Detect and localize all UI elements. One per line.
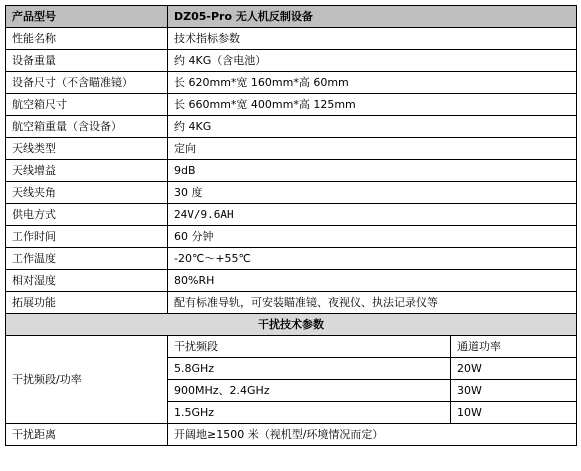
section-title: 干扰技术参数: [6, 314, 577, 336]
row-value: 80%RH: [168, 270, 577, 292]
table-row: [6, 248, 577, 270]
table-row: [6, 160, 577, 182]
table-row: [6, 292, 577, 314]
table-row: [6, 424, 577, 446]
spec-table-container: [5, 5, 576, 446]
row-label: 航空箱尺寸: [6, 94, 168, 116]
jam-header-row: [6, 336, 577, 358]
jam-power: 10W: [451, 402, 577, 424]
jam-band: 900MHz、2.4GHz: [168, 380, 451, 402]
section-header-row: [6, 314, 577, 336]
row-label: 设备重量: [6, 50, 168, 72]
table-row: [6, 94, 577, 116]
table-row: [6, 182, 577, 204]
header-model-label: 产品型号: [6, 6, 168, 28]
jam-band: 5.8GHz: [168, 358, 451, 380]
jam-power: 20W: [451, 358, 577, 380]
row-label: 供电方式: [6, 204, 168, 226]
row-value: 约 4KG（含电池）: [168, 50, 577, 72]
table-row: [6, 50, 577, 72]
row-value: 长 660mm*宽 400mm*高 125mm: [168, 94, 577, 116]
table-row: [6, 28, 577, 50]
table-row: [6, 138, 577, 160]
table-row: [6, 116, 577, 138]
row-label: 工作时间: [6, 226, 168, 248]
row-value: 24V/9.6AH: [168, 204, 577, 226]
table-row: [6, 72, 577, 94]
distance-label: 干扰距离: [6, 424, 168, 446]
jam-label: 干扰频段/功率: [6, 336, 168, 424]
distance-value: 开阔地≥1500 米（视机型/环境情况而定）: [168, 424, 577, 446]
jam-power: 30W: [451, 380, 577, 402]
table-header-row: [6, 6, 577, 28]
row-value: 30 度: [168, 182, 577, 204]
row-label: 天线夹角: [6, 182, 168, 204]
row-value: -20℃～+55℃: [168, 248, 577, 270]
row-label: 相对湿度: [6, 270, 168, 292]
row-label: 性能名称: [6, 28, 168, 50]
jam-col-power: 通道功率: [451, 336, 577, 358]
jam-band: 1.5GHz: [168, 402, 451, 424]
row-value: 60 分钟: [168, 226, 577, 248]
jam-col-band: 干扰频段: [168, 336, 451, 358]
row-value: 约 4KG: [168, 116, 577, 138]
row-value: 长 620mm*宽 160mm*高 60mm: [168, 72, 577, 94]
row-value: 配有标准导轨，可安装瞄准镜、夜视仪、执法记录仪等: [168, 292, 577, 314]
table-row: [6, 204, 577, 226]
row-value: 9dB: [168, 160, 577, 182]
row-value: 技术指标参数: [168, 28, 577, 50]
row-label: 拓展功能: [6, 292, 168, 314]
row-value: 定向: [168, 138, 577, 160]
row-label: 设备尺寸（不含瞄准镜）: [6, 72, 168, 94]
row-label: 航空箱重量（含设备）: [6, 116, 168, 138]
row-label: 工作温度: [6, 248, 168, 270]
spec-table: [5, 5, 577, 446]
table-row: [6, 226, 577, 248]
header-model-value: DZ05-Pro 无人机反制设备: [168, 6, 577, 28]
table-row: [6, 270, 577, 292]
row-label: 天线类型: [6, 138, 168, 160]
row-label: 天线增益: [6, 160, 168, 182]
